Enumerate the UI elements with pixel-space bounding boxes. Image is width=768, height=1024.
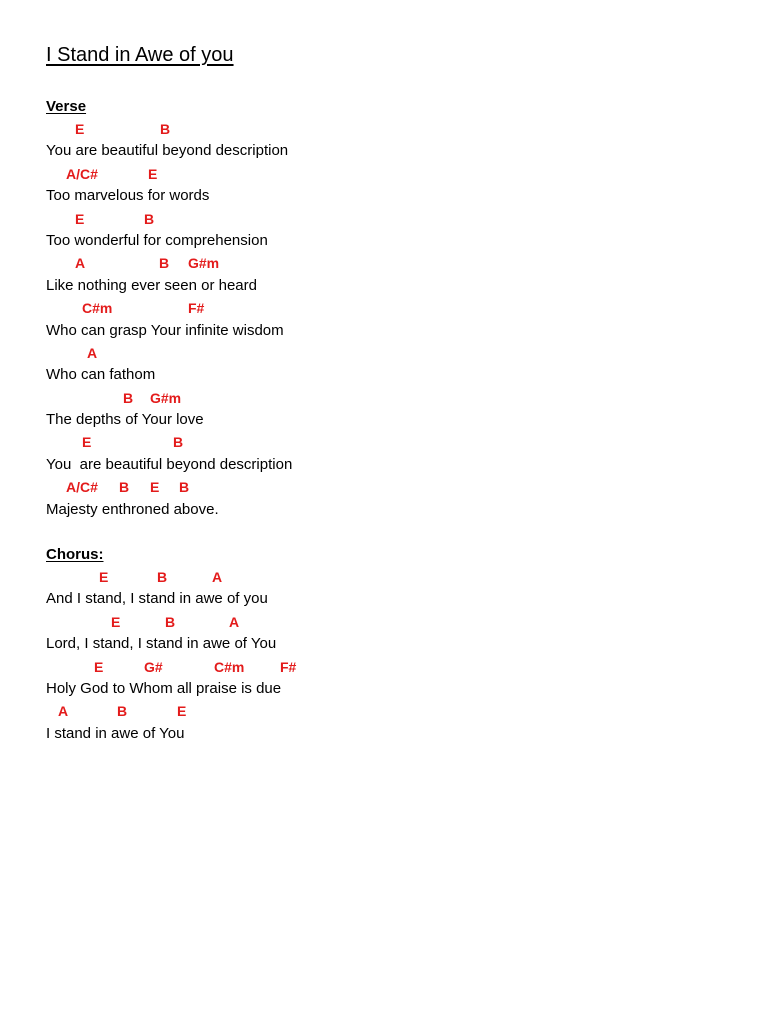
chord: B [117, 703, 128, 720]
chord-row [46, 700, 746, 722]
song-title: I Stand in Awe of you [46, 44, 234, 66]
chord: A [75, 255, 86, 272]
chord: B [179, 479, 190, 496]
chord-row [46, 163, 746, 185]
chorus-line-2 [46, 611, 746, 656]
verse-lines [46, 118, 746, 521]
lyric-line: Who can grasp Your infinite wisdom [46, 321, 284, 339]
chord: A [87, 344, 98, 361]
chord: B [123, 389, 134, 406]
verse-line-5 [46, 297, 746, 342]
chord: B [160, 121, 171, 137]
chord: B [173, 434, 184, 451]
verse-section [46, 96, 746, 521]
chord-row [46, 297, 746, 319]
chord: E [111, 613, 121, 630]
chord: E [150, 479, 160, 496]
chord-row [46, 387, 746, 409]
lyric-line: Too wonderful for comprehension [46, 231, 268, 249]
chorus-lines [46, 566, 746, 745]
chorus-line-1 [46, 566, 746, 611]
chord: A/C# [66, 165, 98, 182]
lyric-line: Majesty enthroned above. [46, 500, 219, 518]
chorus-line-4 [46, 700, 746, 745]
verse-line-7 [46, 387, 746, 432]
verse-line-1 [46, 118, 746, 163]
chord: E [82, 434, 92, 451]
chord: E [99, 569, 109, 585]
verse-line-8 [46, 431, 746, 476]
chord-row [46, 656, 746, 678]
chord: G# [144, 658, 163, 675]
verse-line-3 [46, 208, 746, 253]
chord-row [46, 566, 746, 588]
chorus-section [46, 544, 746, 745]
lyric-line: And I stand, I stand in awe of you [46, 590, 268, 608]
chord: E [94, 658, 104, 675]
chord: B [144, 210, 155, 227]
lyric-line: Who can fathom [46, 366, 156, 384]
chord-row [46, 611, 746, 633]
chord-row [46, 431, 746, 453]
chord: A [212, 569, 223, 585]
verse-line-4 [46, 252, 746, 297]
chord: E [75, 121, 85, 137]
lyric-line: You are beautiful beyond description [46, 455, 293, 473]
chord: A [58, 703, 69, 720]
verse-line-9 [46, 476, 746, 521]
verse-line-6 [46, 342, 746, 387]
chord: F# [280, 658, 297, 675]
chord: F# [188, 300, 205, 317]
chord: B [165, 613, 176, 630]
chord-row [46, 476, 746, 498]
lyric-line: Too marvelous for words [46, 187, 210, 205]
lyric-line: Holy God to Whom all praise is due [46, 679, 282, 697]
lyric-line: Lord, I stand, I stand in awe of You [46, 635, 277, 653]
verse-line-2 [46, 163, 746, 208]
chord: C#m [214, 658, 245, 675]
chord: E [177, 703, 187, 720]
chord: B [159, 255, 170, 272]
chord: C#m [82, 300, 113, 317]
lyric-line: Like nothing ever seen or heard [46, 276, 257, 294]
chord: A/C# [66, 479, 98, 496]
chord-row [46, 252, 746, 274]
verse-heading: Verse [46, 98, 87, 115]
chord: G#m [188, 255, 220, 272]
chord: B [119, 479, 130, 496]
chord-row [46, 208, 746, 230]
chord: B [157, 569, 168, 585]
lyric-line: I stand in awe of You [46, 724, 185, 742]
chord: A [229, 613, 240, 630]
chord-row [46, 342, 746, 364]
lyric-line: The depths of Your love [46, 411, 204, 429]
chord: E [75, 210, 85, 227]
chorus-line-3 [46, 656, 746, 701]
lyric-line: You are beautiful beyond description [46, 142, 289, 160]
chord: E [148, 165, 158, 182]
chord-row [46, 118, 746, 140]
chorus-heading: Chorus: [46, 546, 104, 563]
chord: G#m [150, 389, 182, 406]
